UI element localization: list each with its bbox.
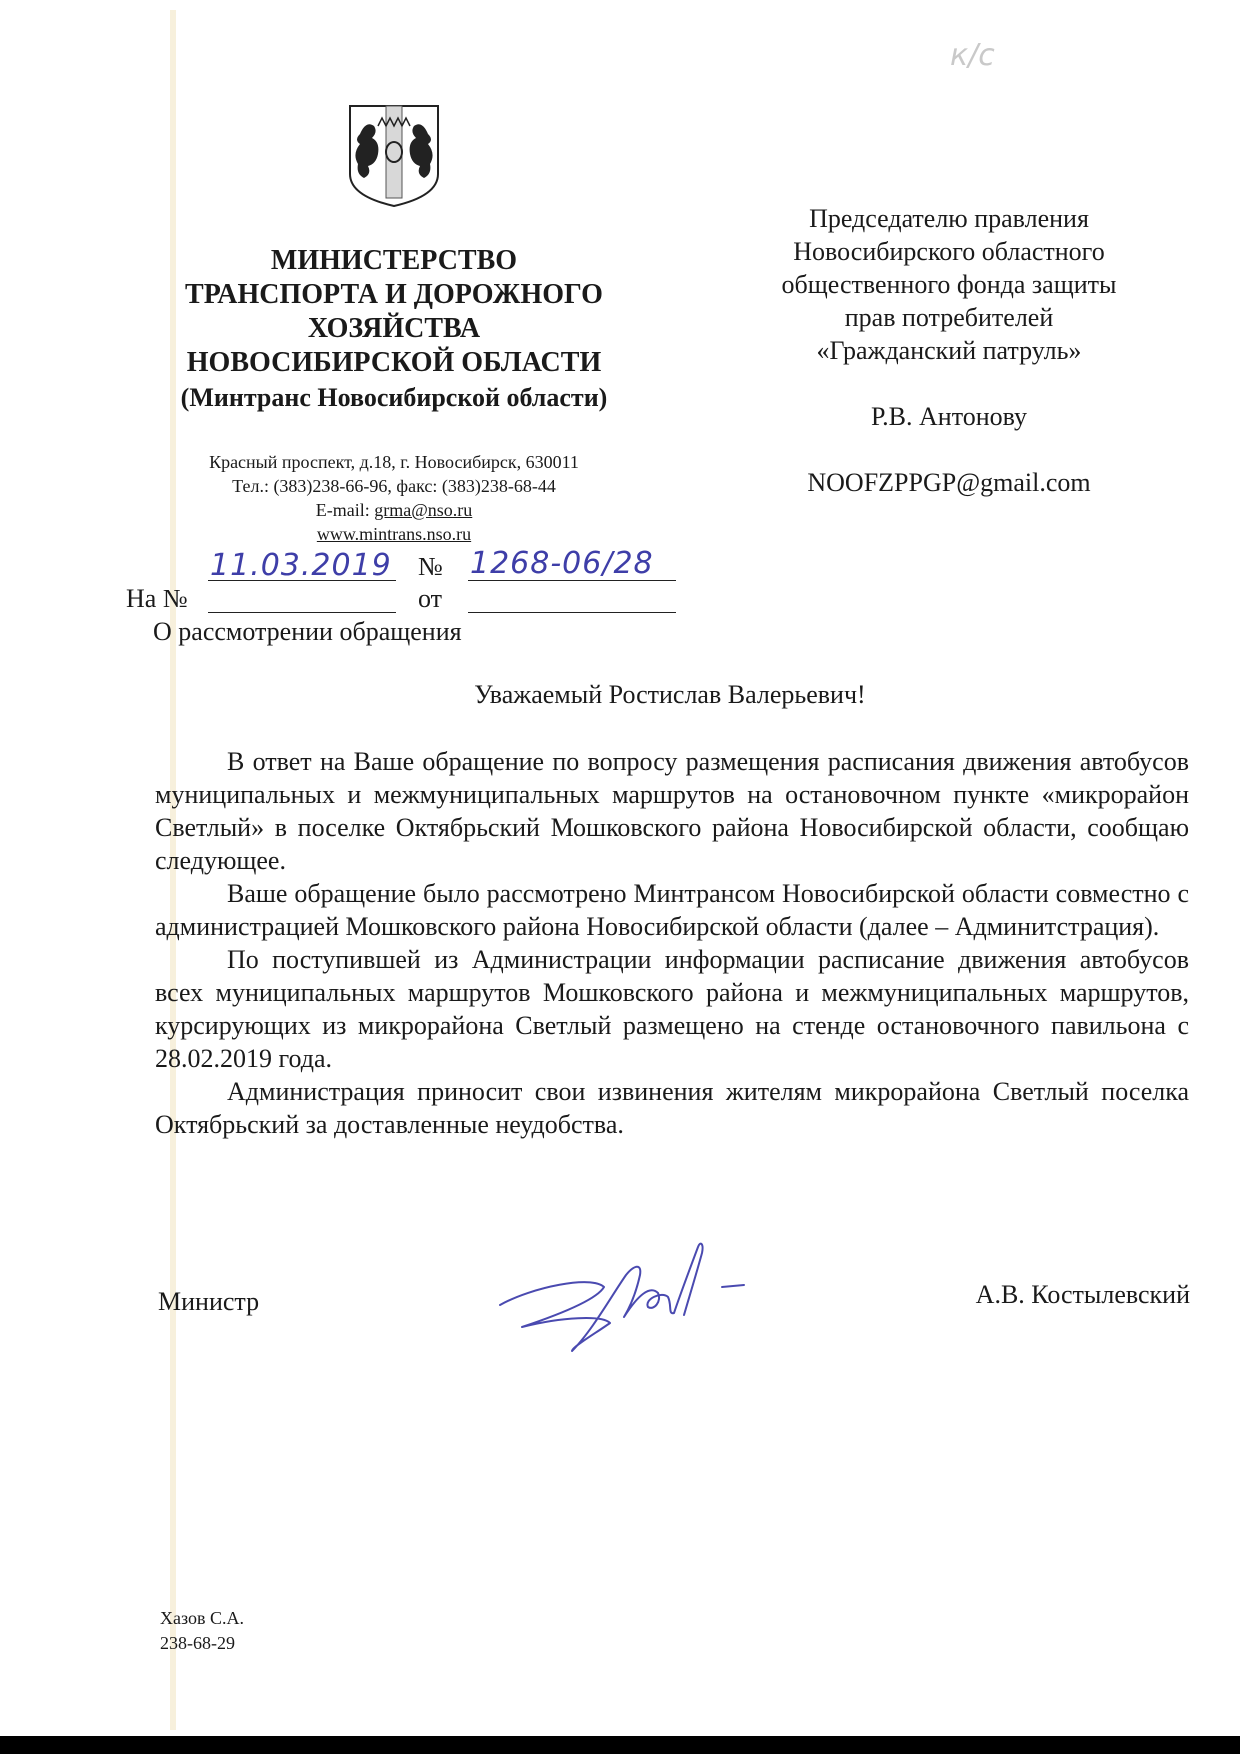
addressee-spacer — [725, 367, 1173, 400]
ministry-title-line: НОВОСИБИРСКОЙ ОБЛАСТИ — [186, 347, 602, 378]
addressee-line: «Гражданский патруль» — [816, 336, 1082, 365]
ministry-phone: Тел.: (383)238-66-96, факс: (383)238-68-44 — [232, 476, 556, 496]
scan-bottom-border — [0, 1736, 1240, 1754]
ministry-short-name: (Минтранс Новосибирской области) — [180, 383, 608, 412]
letter-body — [155, 745, 1189, 1141]
addressee-line: Председателю правления — [809, 204, 1089, 233]
ministry-title-line: ТРАНСПОРТА И ДОРОЖНОГО — [185, 279, 603, 310]
addressee-block — [725, 202, 1173, 499]
registration-number-sign: № — [418, 552, 443, 581]
reply-number-label: На № — [126, 584, 188, 613]
ministry-email-link[interactable]: grma@nso.ru — [374, 500, 473, 520]
addressee-line: общественного фонда защиты — [781, 270, 1117, 299]
addressee-line: прав потребителей — [844, 303, 1054, 332]
handwritten-signature-icon — [492, 1235, 752, 1355]
reply-from-label: от — [418, 584, 443, 613]
addressee-spacer — [725, 433, 1173, 466]
signer-role: Министр — [158, 1287, 260, 1316]
registration-date: 11.03.2019 — [210, 548, 392, 583]
executor-block — [160, 1606, 244, 1656]
ministry-title-line: МИНИСТЕРСТВО — [270, 245, 518, 276]
body-paragraph: Администрация приносит свои извинения жителям микрорайона Светлый поселка Октябрьский за доставленные неудобства. — [155, 1077, 1189, 1139]
ministry-title — [120, 244, 668, 380]
letter-subject: О рассмотрении обращения — [153, 617, 462, 646]
executor-name: Хазов С.А. — [160, 1608, 244, 1628]
registration-date-line — [208, 580, 396, 581]
body-paragraph: В ответ на Ваше обращение по вопросу размещения расписания движения автобусов муниципальных и межмуниципальных маршрутов на остановочном пункте «микрорайон Светлый» в поселке Октябрьский Мошковского района Новосибирской области, сообщаю следующее. — [155, 747, 1189, 875]
addressee-line: Новосибирского областного — [793, 237, 1105, 266]
email-label: E-mail: — [315, 500, 375, 520]
ministry-title-line: ХОЗЯЙСТВА — [307, 313, 481, 344]
ministry-address: Красный проспект, д.18, г. Новосибирск, 630011 — [209, 452, 579, 472]
addressee-name: Р.В. Антонову — [870, 402, 1028, 431]
body-paragraph: По поступившей из Администрации информации расписание движения автобусов всех муниципальных маршрутов Мошковского района и межмуниципальных маршрутов, курсирующих из микрорайона Светлый размещено на стенде остановочного павильона с 28.02.2019 года. — [155, 945, 1189, 1073]
ministry-website-link[interactable]: www.mintrans.nso.ru — [316, 524, 472, 544]
signer-name: А.В. Костылевский — [975, 1280, 1190, 1309]
registration-number: 1268-06/28 — [470, 546, 654, 581]
body-paragraph: Ваше обращение было рассмотрено Минтрансом Новосибирской области совместно с администрацией Мошковского района Новосибирской области (далее – Админитстрация). — [155, 879, 1189, 941]
registration-number-line — [468, 580, 676, 581]
executor-phone: 238-68-29 — [160, 1633, 235, 1653]
ministry-email-row — [120, 498, 668, 522]
reply-number-line — [208, 612, 396, 613]
ministry-contacts — [120, 450, 668, 546]
addressee-email: NOOFZPPGP@gmail.com — [807, 468, 1091, 497]
letter-greeting: Уважаемый Ростислав Валерьевич! — [474, 680, 866, 709]
margin-note: к/с — [950, 38, 995, 73]
coat-of-arms-icon — [346, 104, 442, 208]
reply-date-line — [468, 612, 676, 613]
